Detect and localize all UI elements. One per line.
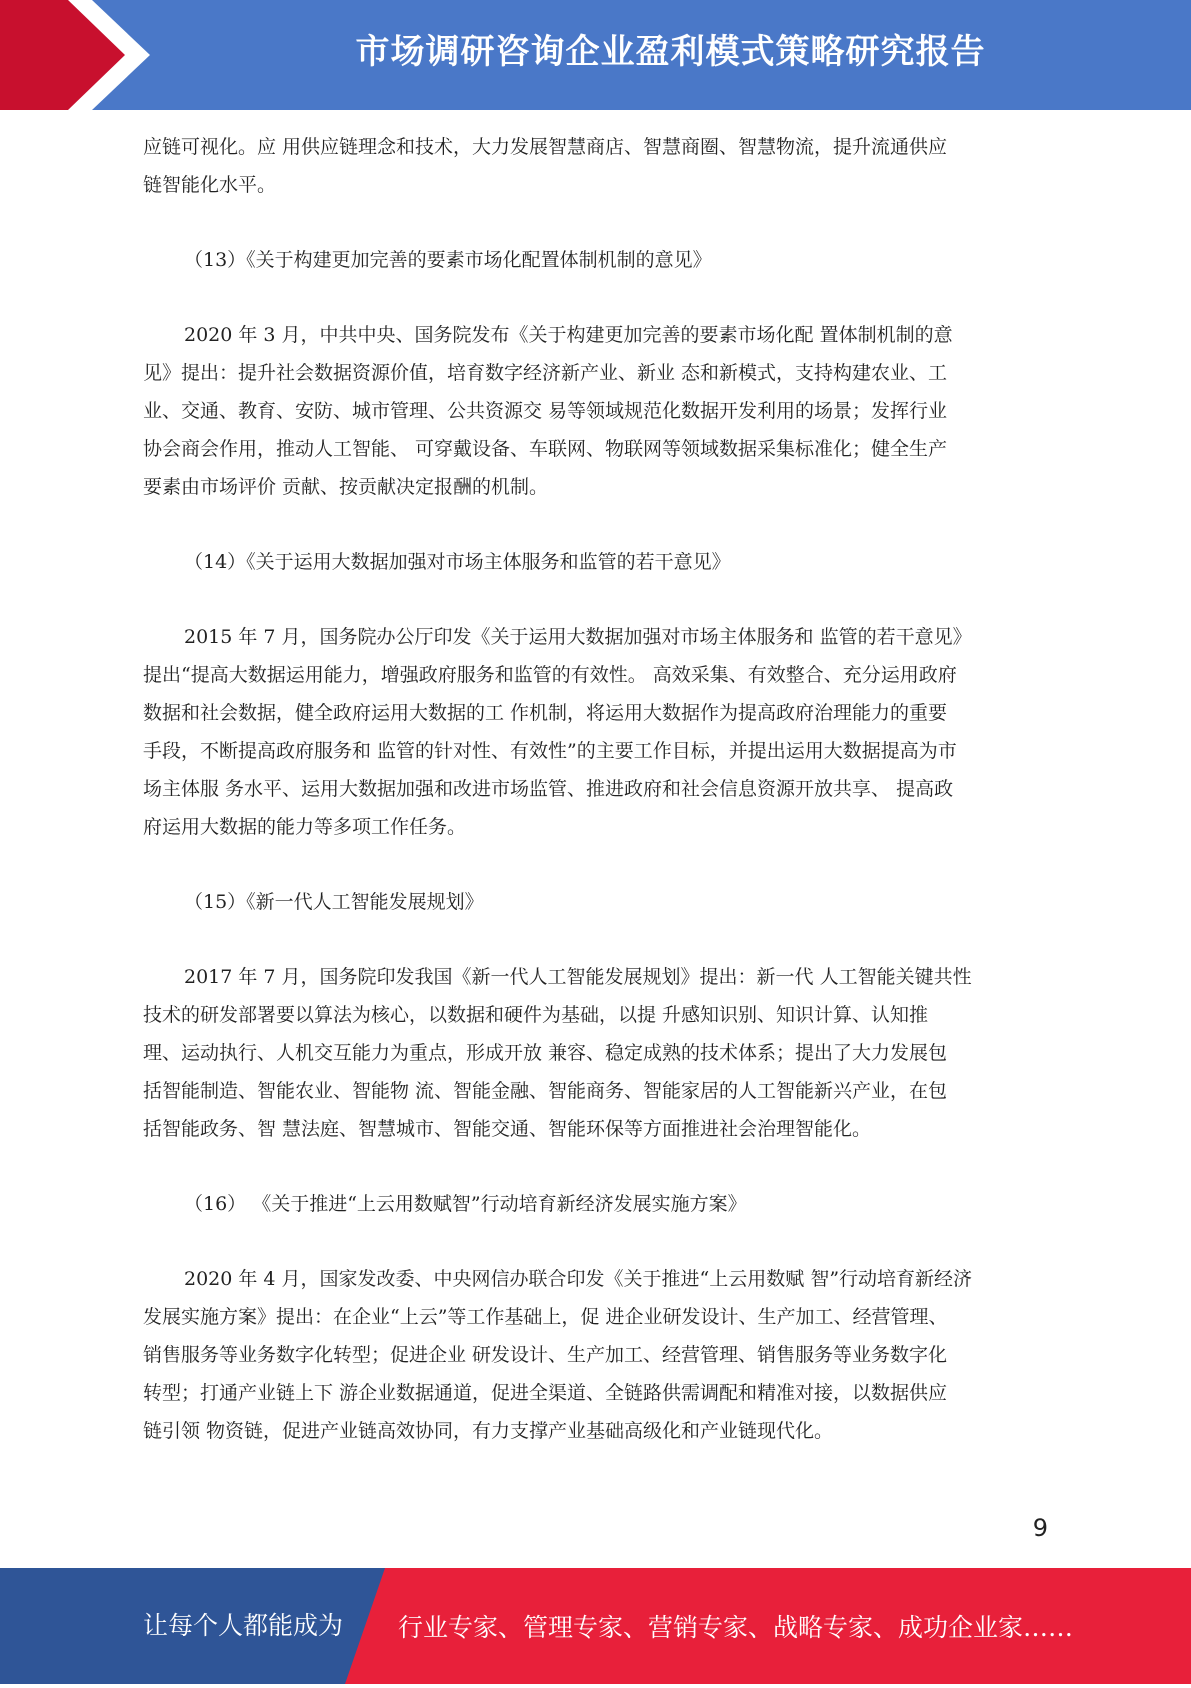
text-line: 2020 年 4 月，国家发改委、中央网信办联合印发《关于推进“上云用数赋 智”行动培育新经济 <box>184 1268 973 1290</box>
paragraph-gap <box>143 506 1048 543</box>
paragraph-gap <box>143 1223 1048 1260</box>
document-body <box>143 128 1048 1450</box>
body-paragraph <box>143 958 1048 1148</box>
text-line: 手段，不断提高政府服务和 监管的针对性、有效性”的主要工作目标，并提出运用大数据提高为市 <box>143 740 957 762</box>
document-title: 市场调研咨询企业盈利模式策略研究报告 <box>355 32 986 72</box>
text-line: 见》提出：提升社会数据资源价值，培育数字经济新产业、新业 态和新模式，支持构建农业、工 <box>143 362 948 384</box>
text-line: 协会商会作用，推动人工智能、 可穿戴设备、车联网、物联网等领域数据采集标准化；健全生产 <box>143 438 948 460</box>
text-line: 要素由市场评价 贡献、按贡献决定报酬的机制。 <box>143 476 549 498</box>
body-paragraph <box>143 1260 1048 1450</box>
section-heading: （14）《关于运用大数据加强对市场主体服务和监管的若干意见》 <box>184 551 731 573</box>
text-line: 提出“提高大数据运用能力，增强政府服务和监管的有效性。 高效采集、有效整合、充分运用政府 <box>143 664 957 686</box>
text-line: 2020 年 3 月，中共中央、国务院发布《关于构建更加完善的要素市场化配 置体制机制的意 <box>184 324 953 346</box>
paragraph-gap <box>143 921 1048 958</box>
footer-slogan-left: 让每个人都能成为 <box>143 1611 344 1640</box>
text-line: 2017 年 7 月，国务院印发我国《新一代人工智能发展规划》提出：新一代 人工智能关键共性 <box>184 966 972 988</box>
text-line: 转型；打通产业链上下 游企业数据通道，促进全渠道、全链路供需调配和精准对接，以数据供应 <box>143 1382 948 1404</box>
text-line: 括智能制造、智能农业、智能物 流、智能金融、智能商务、智能家居的人工智能新兴产业，在包 <box>143 1080 948 1102</box>
section-heading: （15）《新一代人工智能发展规划》 <box>184 891 484 913</box>
paragraph-gap <box>143 581 1048 618</box>
paragraph-gap <box>143 204 1048 241</box>
section-heading: （13）《关于构建更加完善的要素市场化配置体制机制的意见》 <box>184 249 712 271</box>
text-line: 括智能政务、智 慧法庭、智慧城市、智能交通、智能环保等方面推进社会治理智能化。 <box>143 1118 872 1140</box>
text-line: 链引领 物资链，促进产业链高效协同，有力支撑产业基础高级化和产业链现代化。 <box>143 1420 834 1442</box>
paragraph-gap <box>143 846 1048 883</box>
text-line: 理、运动执行、人机交互能力为重点，形成开放 兼容、稳定成熟的技术体系；提出了大力发展包 <box>143 1042 948 1064</box>
text-line: 技术的研发部署要以算法为核心，以数据和硬件为基础，以提 升感知识别、知识计算、认知推 <box>143 1004 929 1026</box>
text-line: 场主体服 务水平、运用大数据加强和改进市场监管、推进政府和社会信息资源开放共享、 提高政 <box>143 778 954 800</box>
text-line: 2015 年 7 月，国务院办公厅印发《关于运用大数据加强对市场主体服务和 监管的若干意见》 <box>184 626 972 648</box>
text-line: 链智能化水平。 <box>143 174 277 196</box>
text-line: 发展实施方案》提出：在企业“上云”等工作基础上，促 进企业研发设计、生产加工、经营管理、 <box>143 1306 948 1328</box>
page-footer <box>0 1568 1191 1684</box>
footer-slogan-right: 行业专家、管理专家、营销专家、战略专家、成功企业家…… <box>398 1613 1074 1642</box>
page-number: 9 <box>1032 1514 1048 1542</box>
text-line: 应链可视化。应 用供应链理念和技术，大力发展智慧商店、智慧商圈、智慧物流，提升流通供应 <box>143 136 948 158</box>
body-paragraph <box>143 128 1048 204</box>
body-paragraph <box>143 316 1048 506</box>
text-line: 业、交通、教育、安防、城市管理、公共资源交 易等领域规范化数据开发利用的场景；发挥行业 <box>143 400 948 422</box>
body-paragraph <box>143 618 1048 846</box>
text-line: 数据和社会数据，健全政府运用大数据的工 作机制，将运用大数据作为提高政府治理能力的重要 <box>143 702 948 724</box>
paragraph-gap <box>143 1148 1048 1185</box>
text-line: 销售服务等业务数字化转型；促进企业 研发设计、生产加工、经营管理、销售服务等业务数字化 <box>143 1344 948 1366</box>
section-heading: （16） 《关于推进“上云用数赋智”行动培育新经济发展实施方案》 <box>184 1193 747 1215</box>
text-line: 府运用大数据的能力等多项工作任务。 <box>143 816 467 838</box>
paragraph-gap <box>143 279 1048 316</box>
page-header <box>0 0 1191 110</box>
